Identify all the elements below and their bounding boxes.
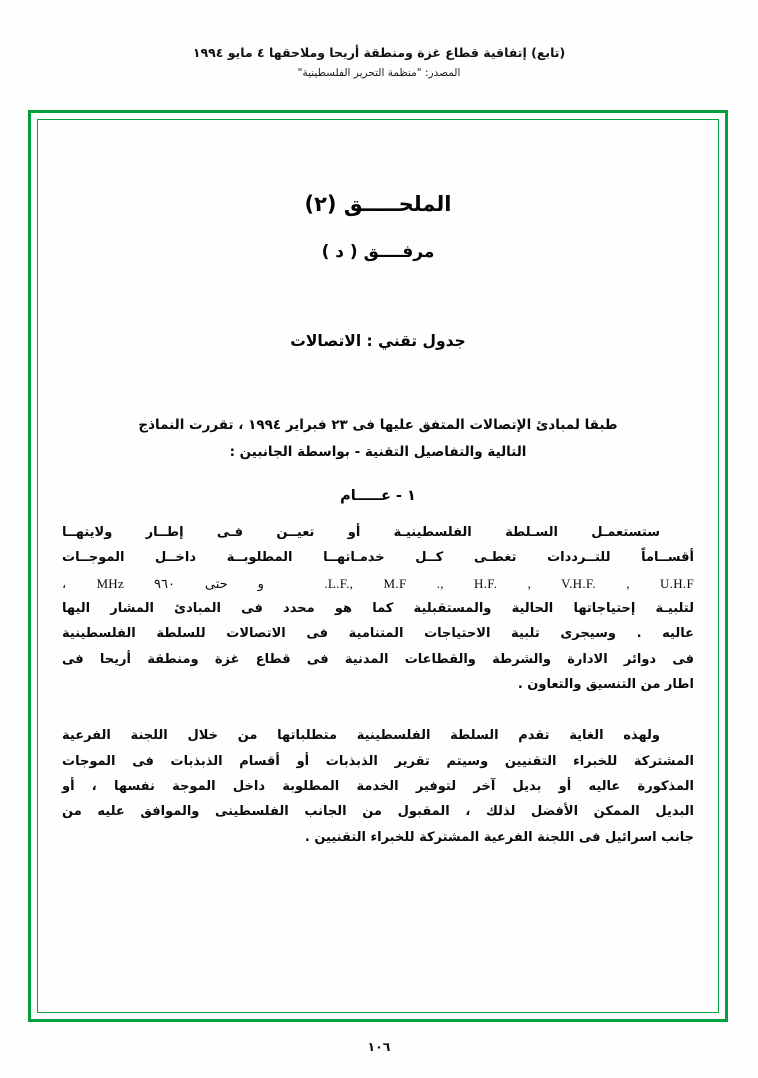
paragraph-2-line-3: المذكورة عاليه أو بديل آخر لتوفير الخدمة المطلوبة داخل الموجة نفسها ، أو: [62, 779, 694, 795]
paragraph-1-line-7: اطار من التنسيق والتعاون .: [517, 677, 694, 693]
paragraph-1-line-1: ستستعمـل السـلطة الفلسطينيـة أو تعيــن فـى إطــار ولايتهــا: [62, 525, 660, 540]
paragraph-2-line-4: البديل الممكن الأفضل لذلك ، المقبول من الجانب الفلسطينى والموافق عليه من: [62, 804, 694, 820]
document-content: [62, 140, 694, 850]
table-title: جدول تقني : الاتصالات: [290, 332, 466, 350]
intro-line-1: طبقا لمبادئ الإتصالات المتفق عليها فى ٢٣ فبراير ١٩٩٤ ، تقررت النماذج: [138, 417, 618, 433]
paragraph-1-line-5: عاليه . وسيجرى تلبية الاحتياجات المتنامية فى الاتصالات للسلطة الفلسطينية: [62, 626, 694, 642]
running-head-line-2: المصدر: "منظمة التحرير الفلسطينية": [297, 66, 461, 79]
paragraph-2-line-5: جانب اسرائيل فى اللجنة الفرعية المشتركة للخبراء التقنيين .: [304, 829, 694, 845]
intro-paragraph: [62, 412, 694, 466]
attachment-title: مرفــــق ( د ): [321, 242, 435, 262]
paragraph-1-line-6: فى دوائر الادارة والشرطة والقطاعات المدنية فى قطاع غزة ومنطقة أريحا فى: [62, 651, 694, 667]
paragraph-1-line-3: L.F., M.F ., H.F. , V.H.F. , U.H.F. ‏ و حتى ٩٦٠ MHz ،: [62, 575, 694, 591]
paragraph-1: [62, 520, 694, 697]
page-number: ١٠٦: [367, 1039, 391, 1054]
paragraph-2: [62, 723, 694, 850]
intro-line-2: التالية والتفاصيل التقنية - بواسطة الجانبين :: [229, 444, 527, 460]
annex-title: الملحـــــق (٢): [304, 192, 452, 216]
paragraph-1-line-2: أقســاماً للتــرددات تغطـى كــل خدمـاتهــا المطلوبــة داخــل الموجــات: [62, 550, 694, 566]
paragraph-2-line-1: ولهذه الغاية تقدم السلطة الفلسطينية متطلباتها من خلال اللجنة الفرعية: [62, 728, 660, 744]
section-heading-general: ١ - عـــــام: [340, 488, 416, 504]
running-head: [0, 44, 758, 82]
running-head-line-1: (تابع) إتفاقية قطاع غزة ومنطقة أريحا وملاحقها ٤ مايو ١٩٩٤: [192, 45, 566, 60]
paragraph-1-line-4: لتلبيـة إحتياجاتها الحالية والمستقبلية كما هو محدد فى المبادئ المشار اليها: [62, 601, 694, 617]
paragraph-2-line-2: المشتركة للخبراء التقنيين وسيتم تقرير الذبذبات أو أقسام الذبذبات فى الموجات: [62, 753, 694, 769]
